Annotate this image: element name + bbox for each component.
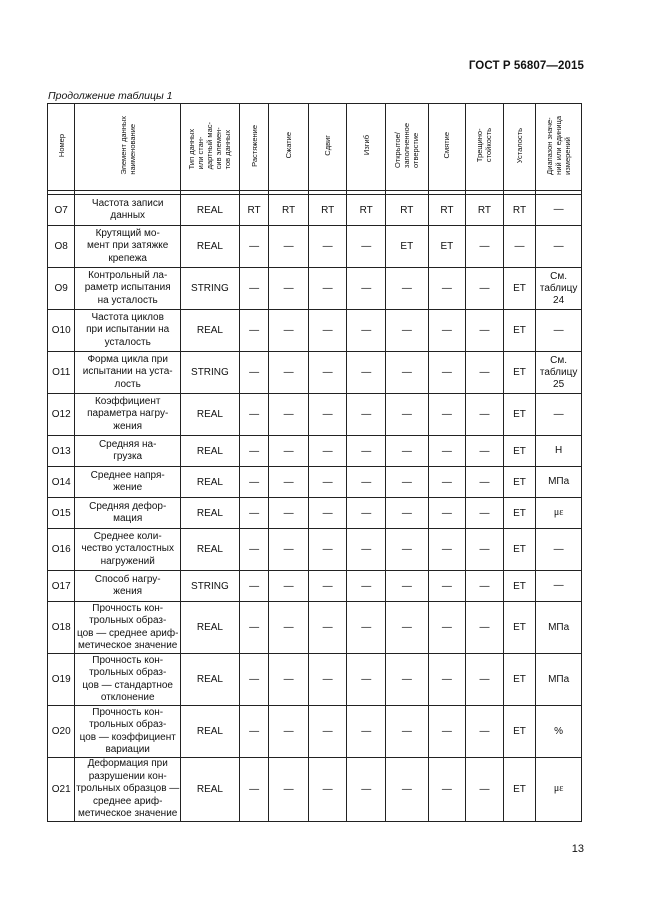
- data-type: REAL: [180, 602, 239, 654]
- test-type-value: —: [269, 758, 309, 822]
- test-type-value: ET: [503, 467, 535, 498]
- data-type: REAL: [180, 654, 239, 706]
- test-type-value: —: [428, 529, 466, 571]
- element-name: Частота записи данных: [75, 195, 181, 226]
- table-header-row: [48, 104, 582, 191]
- table-row: [48, 310, 582, 352]
- column-header: [428, 104, 466, 191]
- column-header-label: Сжатие: [284, 132, 294, 159]
- test-type-value: ET: [503, 394, 535, 436]
- test-type-value: ET: [503, 706, 535, 758]
- test-type-value: —: [386, 758, 429, 822]
- table-row: [48, 352, 582, 394]
- range-or-unit: με: [536, 758, 582, 822]
- test-type-value: RT: [269, 195, 309, 226]
- row-number: O16: [48, 529, 75, 571]
- test-type-value: —: [308, 529, 347, 571]
- test-type-value: —: [347, 436, 386, 467]
- test-type-value: —: [347, 758, 386, 822]
- table-row: [48, 467, 582, 498]
- test-type-value: —: [428, 467, 466, 498]
- test-type-value: —: [466, 310, 504, 352]
- row-number: O17: [48, 571, 75, 602]
- test-type-value: RT: [308, 195, 347, 226]
- test-type-value: —: [347, 571, 386, 602]
- test-type-value: —: [428, 602, 466, 654]
- element-name: Средняя на- грузка: [75, 436, 181, 467]
- data-type: REAL: [180, 529, 239, 571]
- element-name: Прочность кон- трольных образ- цов — коэффициент вариации: [75, 706, 181, 758]
- table-row: [48, 602, 582, 654]
- element-name: Прочность кон- трольных образ- цов — стандартное отклонение: [75, 654, 181, 706]
- table-row: [48, 394, 582, 436]
- column-header: [536, 104, 582, 191]
- test-type-value: —: [347, 310, 386, 352]
- test-type-value: —: [386, 529, 429, 571]
- column-header-label: Тип данных или стан- дартный мас- сив элемен- тов данных: [187, 121, 233, 170]
- data-type: REAL: [180, 706, 239, 758]
- test-type-value: —: [428, 352, 466, 394]
- test-type-value: —: [269, 394, 309, 436]
- test-type-value: —: [269, 268, 309, 310]
- test-type-value: —: [347, 498, 386, 529]
- row-number: O11: [48, 352, 75, 394]
- test-type-value: —: [347, 529, 386, 571]
- column-header: [386, 104, 429, 191]
- test-type-value: —: [347, 394, 386, 436]
- row-number: O15: [48, 498, 75, 529]
- column-header: [466, 104, 504, 191]
- test-type-value: RT: [503, 195, 535, 226]
- table-body: [48, 195, 582, 822]
- range-or-unit: —: [536, 394, 582, 436]
- test-type-value: —: [269, 467, 309, 498]
- test-type-value: ET: [386, 226, 429, 268]
- range-or-unit: με: [536, 498, 582, 529]
- range-or-unit: Н: [536, 436, 582, 467]
- data-type: STRING: [180, 571, 239, 602]
- table-row: [48, 268, 582, 310]
- table-row: [48, 226, 582, 268]
- test-type-value: —: [466, 498, 504, 529]
- test-type-value: ET: [503, 571, 535, 602]
- test-type-value: RT: [347, 195, 386, 226]
- test-type-value: RT: [466, 195, 504, 226]
- table-row: [48, 758, 582, 822]
- table-row: [48, 436, 582, 467]
- data-type: REAL: [180, 467, 239, 498]
- element-name: Коэффициент параметра нагру- жения: [75, 394, 181, 436]
- range-or-unit: МПа: [536, 467, 582, 498]
- table-row: [48, 529, 582, 571]
- test-type-value: —: [428, 436, 466, 467]
- test-type-value: —: [466, 758, 504, 822]
- test-type-value: —: [269, 602, 309, 654]
- test-type-value: —: [308, 758, 347, 822]
- test-type-value: —: [239, 571, 268, 602]
- test-type-value: —: [386, 268, 429, 310]
- test-type-value: —: [466, 602, 504, 654]
- column-header: [308, 104, 347, 191]
- test-type-value: —: [308, 467, 347, 498]
- column-header-label: Трещино- стойкость: [475, 128, 494, 163]
- row-number: O20: [48, 706, 75, 758]
- test-type-value: ET: [503, 654, 535, 706]
- row-number: O18: [48, 602, 75, 654]
- test-type-value: —: [466, 268, 504, 310]
- element-name: Частота циклов при испытании на усталость: [75, 310, 181, 352]
- row-number: O13: [48, 436, 75, 467]
- element-name: Способ нагру- жения: [75, 571, 181, 602]
- range-or-unit: %: [536, 706, 582, 758]
- column-header: [347, 104, 386, 191]
- test-type-value: —: [269, 226, 309, 268]
- table-row: [48, 654, 582, 706]
- test-type-value: —: [308, 436, 347, 467]
- test-type-value: RT: [386, 195, 429, 226]
- element-name: Крутящий мо- мент при затяжке крепежа: [75, 226, 181, 268]
- test-type-value: ET: [503, 310, 535, 352]
- test-type-value: —: [239, 602, 268, 654]
- test-type-value: —: [269, 529, 309, 571]
- test-type-value: —: [466, 352, 504, 394]
- test-type-value: —: [347, 467, 386, 498]
- test-type-value: ET: [503, 268, 535, 310]
- data-type: STRING: [180, 352, 239, 394]
- test-type-value: —: [428, 758, 466, 822]
- element-name: Контрольный ла- раметр испытания на усталость: [75, 268, 181, 310]
- test-type-value: —: [269, 310, 309, 352]
- test-type-value: —: [239, 654, 268, 706]
- test-type-value: —: [269, 352, 309, 394]
- test-type-value: —: [428, 498, 466, 529]
- column-header: [269, 104, 309, 191]
- test-type-value: —: [428, 571, 466, 602]
- test-type-value: —: [347, 706, 386, 758]
- range-or-unit: См. таблицу 24: [536, 268, 582, 310]
- test-type-value: —: [386, 498, 429, 529]
- data-type: REAL: [180, 758, 239, 822]
- column-header: [503, 104, 535, 191]
- test-type-value: —: [466, 226, 504, 268]
- test-type-value: —: [308, 394, 347, 436]
- test-type-value: RT: [428, 195, 466, 226]
- row-number: O14: [48, 467, 75, 498]
- data-type: REAL: [180, 310, 239, 352]
- test-type-value: ET: [503, 436, 535, 467]
- data-type: STRING: [180, 268, 239, 310]
- element-name: Деформация при разрушении кон- трольных образцов — среднее ариф- метическое значение: [76, 758, 180, 819]
- test-type-value: —: [428, 654, 466, 706]
- column-header: [75, 104, 181, 191]
- range-or-unit: См. таблицу 25: [536, 352, 582, 394]
- test-type-value: —: [428, 706, 466, 758]
- test-type-value: —: [308, 706, 347, 758]
- row-number: O8: [48, 226, 75, 268]
- range-or-unit: —: [536, 226, 582, 268]
- test-type-value: —: [386, 467, 429, 498]
- test-type-value: —: [386, 310, 429, 352]
- test-type-value: —: [466, 571, 504, 602]
- range-or-unit: МПа: [536, 602, 582, 654]
- test-type-value: —: [308, 602, 347, 654]
- test-type-value: —: [347, 268, 386, 310]
- test-type-value: —: [239, 436, 268, 467]
- row-number: O12: [48, 394, 75, 436]
- row-number: O10: [48, 310, 75, 352]
- test-type-value: —: [269, 498, 309, 529]
- test-type-value: ET: [428, 226, 466, 268]
- test-type-value: ET: [503, 758, 535, 822]
- test-type-value: —: [386, 706, 429, 758]
- test-type-value: ET: [503, 602, 535, 654]
- column-header-label: Сдвиг: [323, 135, 333, 156]
- test-type-value: —: [386, 352, 429, 394]
- test-type-value: ET: [503, 498, 535, 529]
- data-type: REAL: [180, 394, 239, 436]
- element-name: Средняя дефор- мация: [75, 498, 181, 529]
- test-type-value: —: [386, 571, 429, 602]
- test-type-value: —: [239, 310, 268, 352]
- test-type-value: —: [269, 571, 309, 602]
- table-caption: Продолжение таблицы 1: [48, 90, 173, 102]
- test-type-value: —: [239, 529, 268, 571]
- column-header-label: Элемент данных наименование: [118, 116, 137, 175]
- data-type: REAL: [180, 498, 239, 529]
- range-or-unit: —: [536, 529, 582, 571]
- test-type-value: —: [428, 310, 466, 352]
- test-type-value: —: [466, 394, 504, 436]
- table-row: [48, 195, 582, 226]
- test-type-value: —: [308, 571, 347, 602]
- test-type-value: —: [269, 436, 309, 467]
- column-header-label: Смятие: [442, 132, 452, 159]
- test-type-value: —: [347, 654, 386, 706]
- data-type: REAL: [180, 226, 239, 268]
- test-type-value: —: [347, 602, 386, 654]
- column-header: [239, 104, 268, 191]
- element-name: Среднее коли- чество усталостных нагружений: [75, 529, 181, 571]
- column-header-label: Изгиб: [361, 135, 371, 156]
- test-type-value: —: [466, 436, 504, 467]
- test-type-value: —: [239, 467, 268, 498]
- row-number: O7: [48, 195, 75, 226]
- test-type-value: —: [239, 394, 268, 436]
- document-code: ГОСТ Р 56807—2015: [468, 60, 584, 72]
- test-type-value: —: [428, 268, 466, 310]
- column-header-label: Растяжение: [249, 124, 259, 167]
- test-type-value: —: [239, 498, 268, 529]
- data-type: REAL: [180, 436, 239, 467]
- test-type-value: —: [466, 529, 504, 571]
- test-type-value: —: [239, 268, 268, 310]
- test-type-value: ET: [503, 529, 535, 571]
- test-type-value: —: [308, 352, 347, 394]
- test-type-value: —: [466, 654, 504, 706]
- element-name: Форма цикла при испытании на уста- лость: [75, 352, 181, 394]
- test-type-value: —: [386, 394, 429, 436]
- test-type-value: —: [308, 226, 347, 268]
- test-type-value: —: [239, 758, 268, 822]
- test-type-value: —: [503, 226, 535, 268]
- test-type-value: —: [466, 706, 504, 758]
- column-header-label: Усталость: [514, 127, 524, 164]
- element-name: Среднее напря- жение: [75, 467, 181, 498]
- test-type-value: —: [386, 436, 429, 467]
- test-type-value: —: [269, 654, 309, 706]
- test-type-value: —: [239, 226, 268, 268]
- test-type-value: —: [239, 706, 268, 758]
- column-header-label: Диапазон значе- ний или единица измерений: [545, 116, 573, 175]
- column-header-label: Открытое/ заполненное отверстие: [393, 123, 421, 168]
- data-table: [47, 103, 582, 822]
- range-or-unit: МПа: [536, 654, 582, 706]
- table-row: [48, 498, 582, 529]
- column-header-label: Номер: [56, 133, 66, 158]
- test-type-value: —: [239, 352, 268, 394]
- test-type-value: —: [347, 352, 386, 394]
- test-type-value: —: [308, 310, 347, 352]
- element-name: Прочность кон- трольных образ- цов — среднее ариф- метическое значение: [75, 602, 181, 654]
- test-type-value: —: [428, 394, 466, 436]
- test-type-value: —: [308, 498, 347, 529]
- range-or-unit: —: [536, 571, 582, 602]
- range-or-unit: —: [536, 195, 582, 226]
- test-type-value: —: [269, 706, 309, 758]
- row-number: O9: [48, 268, 75, 310]
- range-or-unit: —: [536, 310, 582, 352]
- column-header: [48, 104, 75, 191]
- test-type-value: RT: [239, 195, 268, 226]
- test-type-value: —: [308, 268, 347, 310]
- column-header: [180, 104, 239, 191]
- test-type-value: —: [466, 467, 504, 498]
- row-number: O21: [48, 758, 75, 822]
- test-type-value: ET: [503, 352, 535, 394]
- test-type-value: —: [386, 654, 429, 706]
- table-row: [48, 571, 582, 602]
- table-row: [48, 706, 582, 758]
- test-type-value: —: [386, 602, 429, 654]
- row-number: O19: [48, 654, 75, 706]
- test-type-value: —: [308, 654, 347, 706]
- test-type-value: —: [347, 226, 386, 268]
- page-number: 13: [571, 843, 584, 855]
- data-type: REAL: [180, 195, 239, 226]
